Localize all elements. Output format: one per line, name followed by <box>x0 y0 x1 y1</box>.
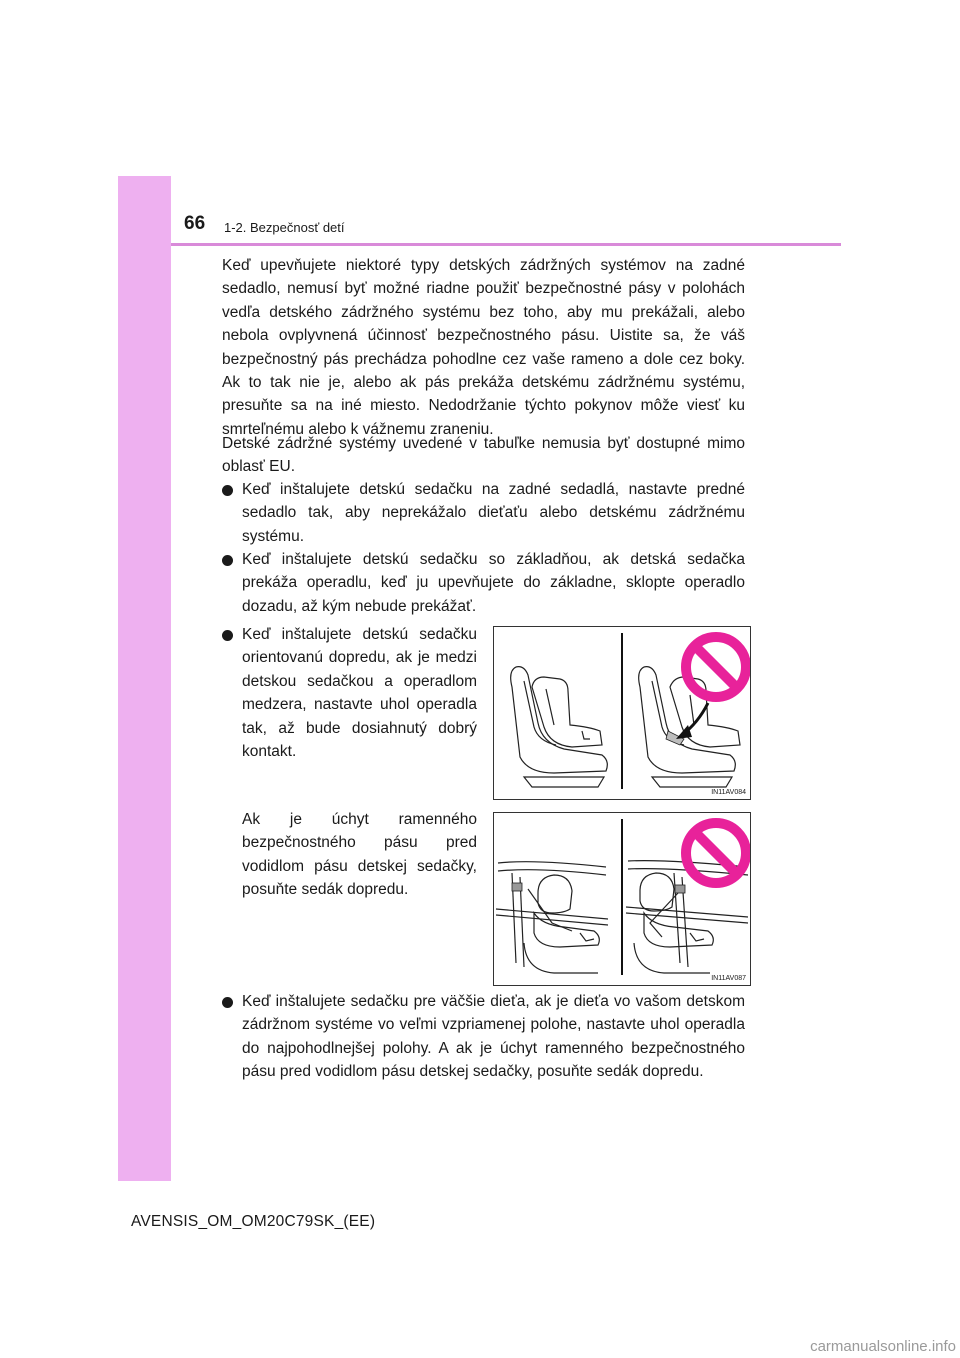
page-number: 66 <box>184 213 206 234</box>
bullet-icon <box>222 555 233 566</box>
list-item <box>222 478 745 548</box>
header-divider <box>171 243 841 246</box>
list-item-text: Keď inštalujete detskú sedačku so základňou, ak detská sedačka prekáža operadlu, keď ju upevňujete do základne, sklopte operadlo dozadu, až kým nebude prekážať. <box>242 551 745 615</box>
availability-paragraph: Detské zádržné systémy uvedené v tabuľke nemusia byť dostupné mimo oblasť EU. <box>222 435 745 476</box>
sidebar-tab <box>118 176 171 1181</box>
figure-seat-backrest-angle <box>493 626 751 800</box>
bullet-icon <box>222 630 233 641</box>
list-item-text: Keď inštalujete sedačku pre väčšie dieťa, ak je dieťa vo vašom detskom zádržnom systéme vo veľmi vzpriamenej polohe, nastavte uhol operadla do najpohodlnejšej polohy. A ak je úchyt ramenného bezpečnostného pásu pred vodidlom pásu detskej sedačky, posuňte sedák dopredu. <box>242 993 745 1081</box>
warning-paragraph: Keď upevňujete niektoré typy detských zádržných systémov na zadné sedadlo, nemusí byť možné riadne použiť bezpečnostné pásy v polohách vedľa detského zádržného systému bez toho, aby mu prekážali, alebo nebola ovplyvnená účinnosť bezpečnostného pásu. Uistite sa, že váš bezpečnostný pás prechádza pohodlne cez vaše rameno a dole cez boky. Ak to tak nie je, alebo ak pás prekáža detskému zádržnému systému, presuňte sa na iné miesto. Nedodržanie týchto pokynov môže viesť ku smrteľnému alebo k vážnemu zraneniu. <box>222 257 745 438</box>
watermark: carmanualsonline.info <box>810 1338 956 1355</box>
list-item <box>222 990 745 1084</box>
list-item <box>222 623 477 763</box>
list-item-text: Keď inštalujete detskú sedačku orientovanú dopredu, ak je medzi detskou sedačkou a operadlom medzera, nastavte uhol operadla tak, až bude dosiahnutý dobrý kontakt. <box>242 626 477 761</box>
document-code: AVENSIS_OM_OM20C79SK_(EE) <box>131 1213 376 1230</box>
figure-code: IN11AV084 <box>711 789 746 796</box>
sub-paragraph: Ak je úchyt ramenného bezpečnostného pásu pred vodidlom pásu detskej sedačky, posuňte sedák dopredu. <box>242 811 477 899</box>
figure-shoulder-belt-anchor <box>493 812 751 986</box>
section-title: 1-2. Bezpečnosť detí <box>224 220 345 235</box>
prohibition-icon <box>686 637 746 697</box>
figure-code: IN11AV087 <box>711 975 746 982</box>
belt-illustration <box>494 813 750 985</box>
bullet-icon <box>222 485 233 496</box>
bullet-icon <box>222 997 233 1008</box>
prohibition-icon <box>686 823 746 883</box>
list-item <box>222 548 745 618</box>
seat-illustration <box>494 627 750 799</box>
list-item-text: Keď inštalujete detskú sedačku na zadné sedadlá, nastavte predné sedadlo tak, aby neprekážalo dieťaťu alebo detskému zádržnému systému. <box>242 481 745 545</box>
